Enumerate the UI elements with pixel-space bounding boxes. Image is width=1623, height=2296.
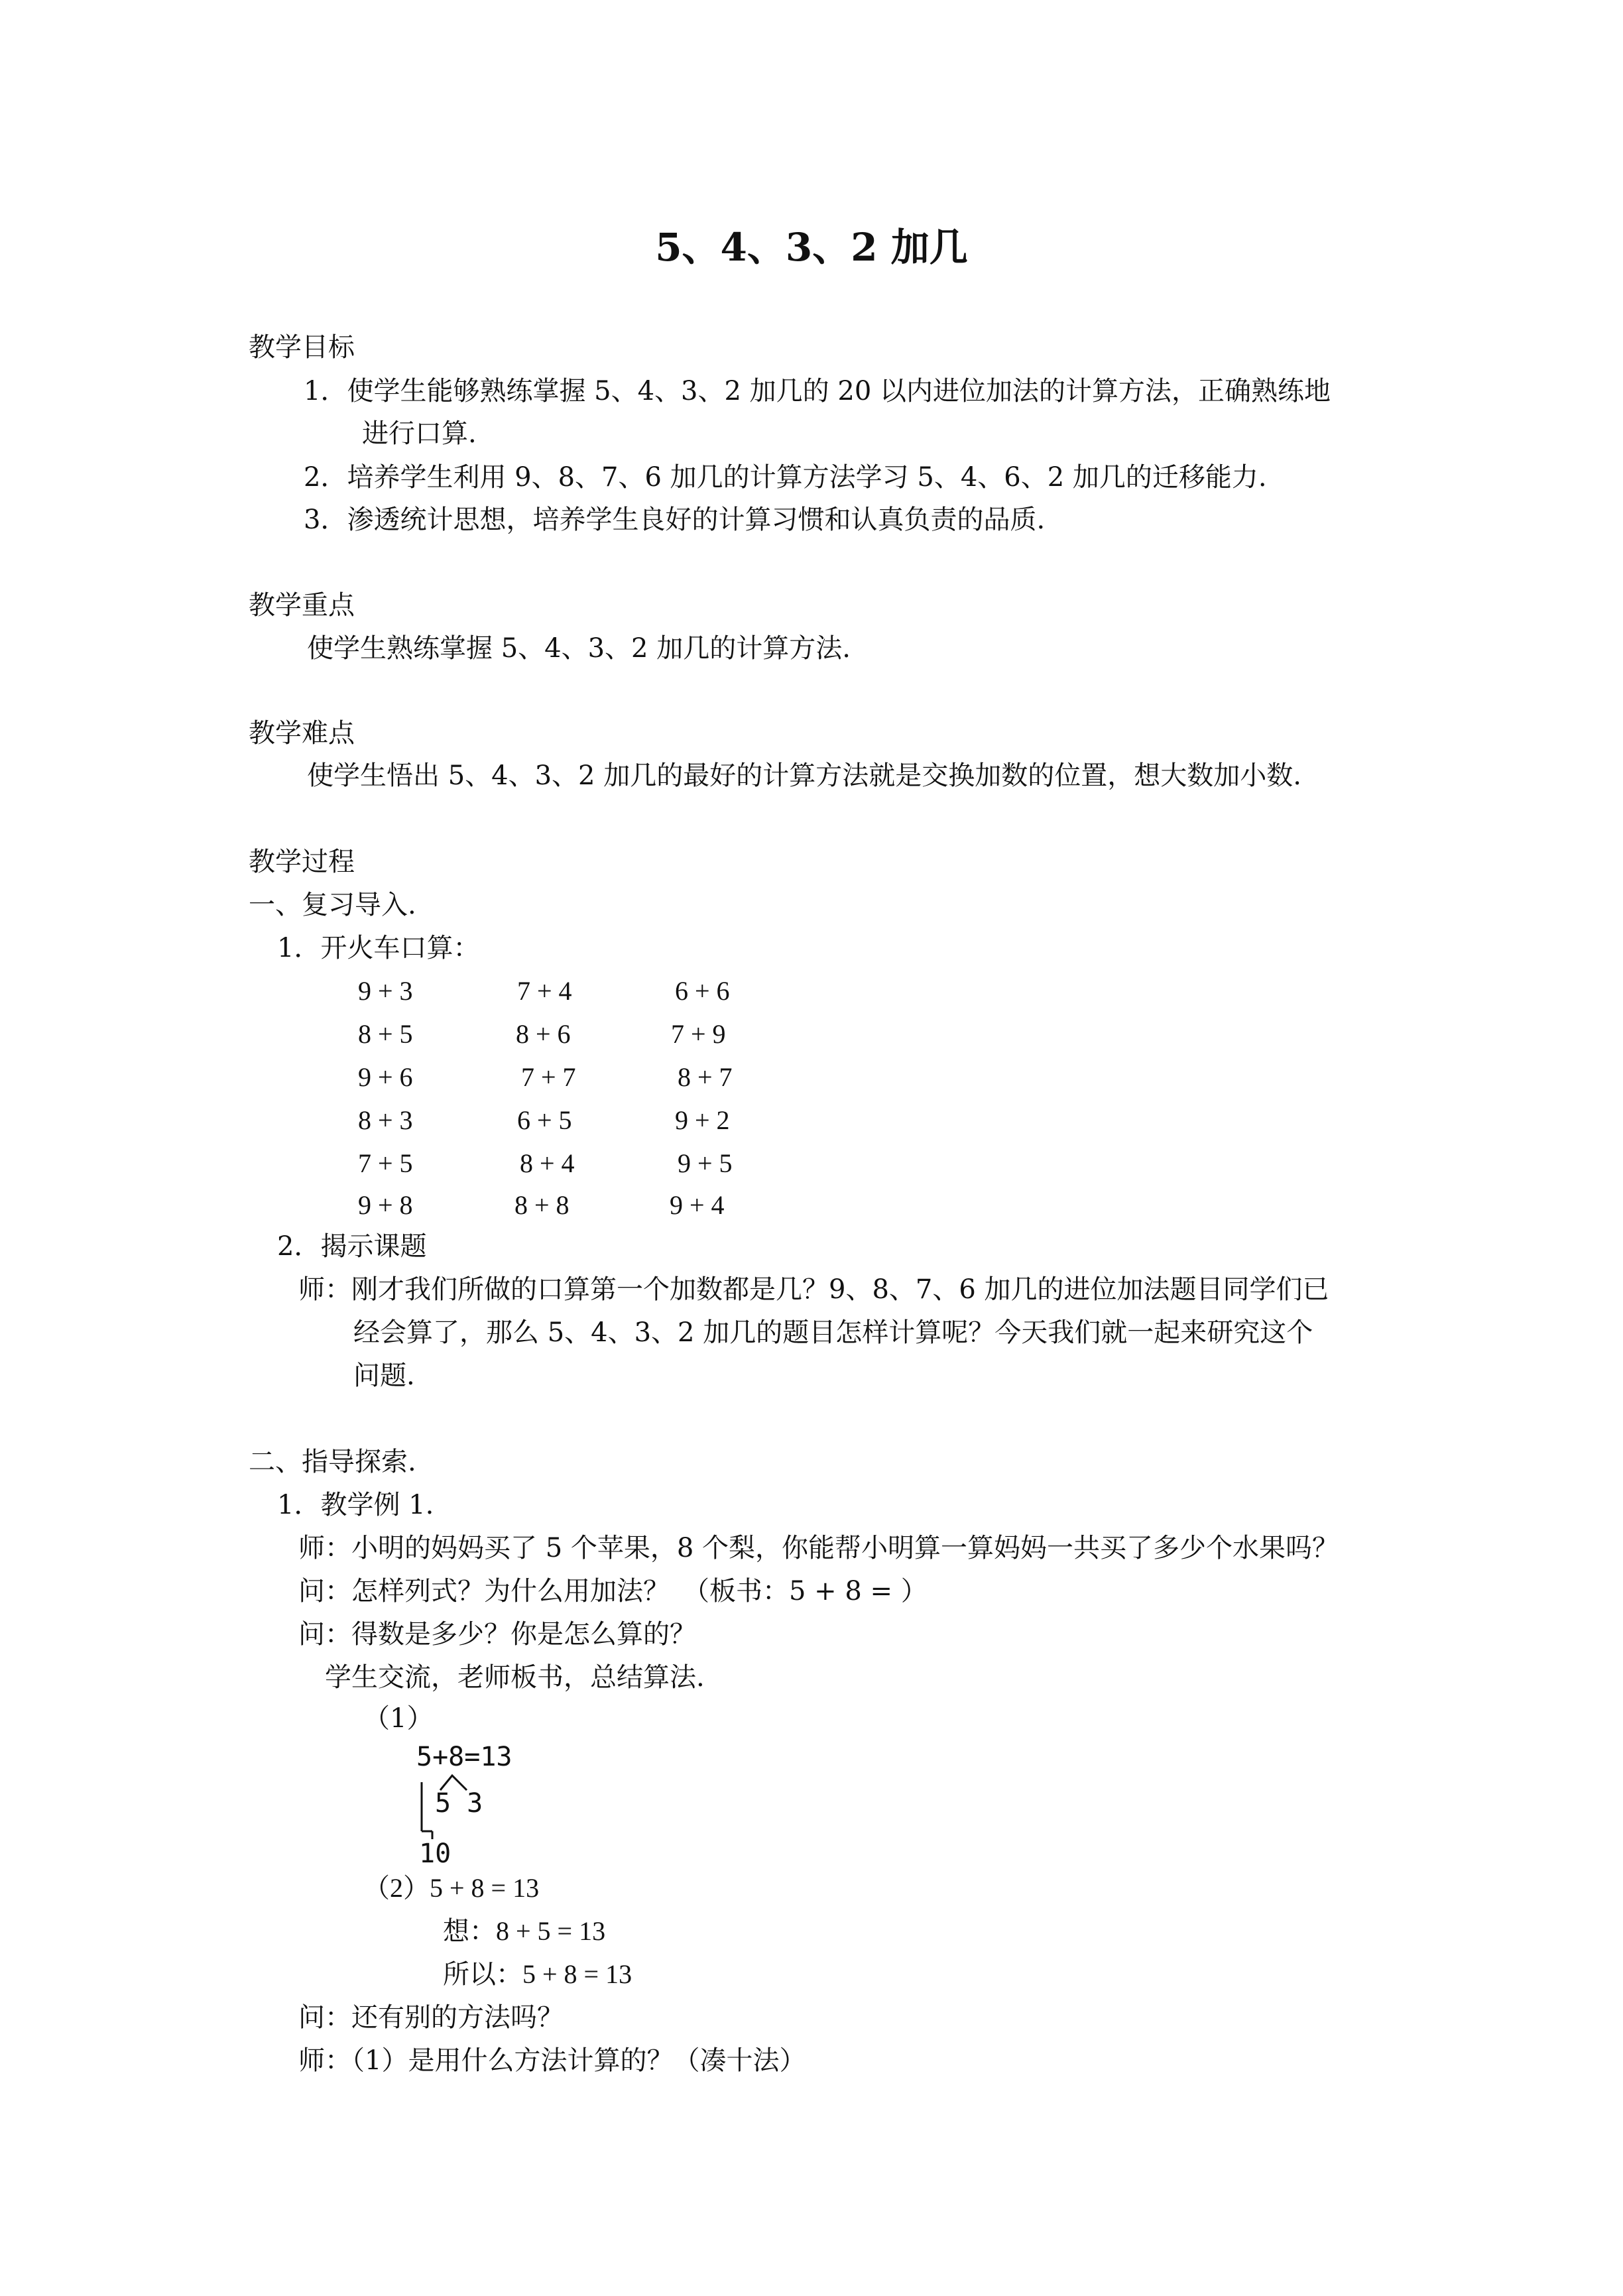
key-point-text: 使学生熟练掌握 5、4、3、2 加几的计算方法. <box>307 633 851 664</box>
drill-cell: 9 + 6 <box>358 1062 413 1092</box>
drill-cell: 7 + 7 <box>521 1062 576 1092</box>
goals-heading: 教学目标 <box>249 332 355 363</box>
difficulty-heading: 教学难点 <box>249 718 355 749</box>
question-1: 问：怎样列式？为什么用加法？ （板书：5 + 8 = ） <box>298 1576 928 1606</box>
drill-cell: 8 + 6 <box>516 1019 571 1049</box>
goal-2: 2．培养学生利用 9、8、7、6 加几的计算方法学习 5、4、6、2 加几的迁移能力. <box>304 462 1267 493</box>
method-1-label: （1） <box>363 1703 434 1734</box>
method-1-equation: 5+8=13 <box>416 1742 512 1772</box>
teacher-intro-2: 经会算了，那么 5、4、3、2 加几的题目怎样计算呢？今天我们就一起来研究这个 <box>353 1317 1313 1348</box>
drill-cell: 7 + 9 <box>671 1019 726 1049</box>
document-title: 5、4、3、2 加几 <box>655 225 968 270</box>
part-2-heading: 二、指导探索. <box>249 1447 416 1477</box>
drill-cell: 8 + 3 <box>358 1105 413 1135</box>
example-1: 1．教学例 1. <box>277 1490 434 1520</box>
drill-cell: 8 + 7 <box>678 1062 733 1092</box>
teacher-intro-3: 问题. <box>353 1360 415 1391</box>
goal-1-cont: 进行口算. <box>362 418 477 449</box>
drill-cell: 6 + 6 <box>675 976 730 1006</box>
step-2: 2．揭示课题 <box>277 1231 427 1262</box>
drill-cell: 9 + 2 <box>675 1105 730 1135</box>
drill-cell: 8 + 5 <box>358 1019 413 1049</box>
step-1: 1．开火车口算： <box>277 933 480 963</box>
teacher-question: 师：小明的妈妈买了 5 个苹果，8 个梨，你能帮小明算一算妈妈一共买了多少个水果吗？ <box>298 1533 1339 1563</box>
goal-1: 1．使学生能够熟练掌握 5、4、3、2 加几的 20 以内进位加法的计算方法，正确熟练地 <box>304 376 1331 406</box>
drill-cell: 7 + 4 <box>517 976 572 1006</box>
drill-cell: 9 + 5 <box>678 1148 733 1178</box>
key-point-heading: 教学重点 <box>249 590 355 621</box>
method-1-split: 5 3 <box>435 1788 483 1819</box>
part-1-heading: 一、复习导入. <box>249 890 416 920</box>
method-2-so: 所以：5 + 8 = 13 <box>443 1959 632 1989</box>
difficulty-text: 使学生悟出 5、4、3、2 加几的最好的计算方法就是交换加数的位置，想大数加小数. <box>307 760 1301 791</box>
question-other-method: 问：还有别的方法吗？ <box>298 2002 564 2033</box>
drill-cell: 9 + 3 <box>358 976 413 1006</box>
drill-cell: 7 + 5 <box>358 1148 413 1178</box>
drill-cell: 9 + 4 <box>670 1190 725 1220</box>
question-2: 问：得数是多少？你是怎么算的？ <box>298 1619 696 1650</box>
process-heading: 教学过程 <box>249 847 355 877</box>
drill-cell: 6 + 5 <box>517 1105 572 1135</box>
goal-3: 3．渗透统计思想，培养学生良好的计算习惯和认真负责的品质. <box>304 505 1046 535</box>
drill-cell: 8 + 8 <box>514 1190 570 1220</box>
teacher-intro-1: 师：刚才我们所做的口算第一个加数都是几？9、8、7、6 加几的进位加法题目同学们已 <box>298 1274 1329 1305</box>
method-1-ten: 10 <box>419 1839 451 1869</box>
teacher-method-question: 师：（1）是用什么方法计算的？（凑十法） <box>298 2045 806 2076</box>
drill-cell: 8 + 4 <box>520 1148 575 1178</box>
student-exchange: 学生交流，老师板书，总结算法. <box>325 1662 705 1693</box>
method-2-label: （2）5 + 8 = 13 <box>363 1873 540 1903</box>
method-2-think: 想：8 + 5 = 13 <box>443 1916 606 1946</box>
drill-cell: 9 + 8 <box>358 1190 413 1220</box>
